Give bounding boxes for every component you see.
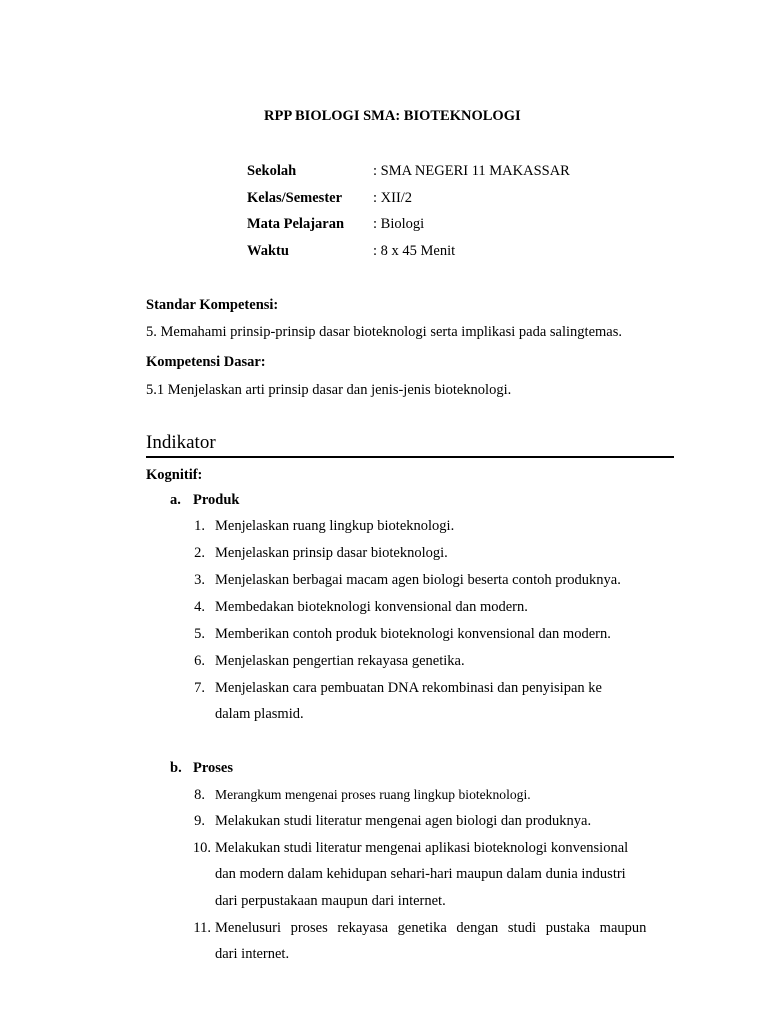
list-item-number: 8.	[194, 787, 205, 803]
info-label-mapel: Mata Pelajaran	[247, 216, 345, 232]
list-item-continuation: dari internet.	[215, 946, 290, 962]
list-item-number: 2.	[194, 545, 205, 561]
section-divider	[146, 456, 674, 458]
info-value-waktu: : 8 x 45 Menit	[373, 243, 456, 259]
info-value-sekolah: : SMA NEGERI 11 MAKASSAR	[373, 163, 570, 179]
list-item-number: 5.	[194, 626, 205, 642]
list-item: Menjelaskan ruang lingkup bioteknologi.	[215, 518, 455, 534]
list-item: Menjelaskan cara pembuatan DNA rekombinasi dan penyisipan ke	[215, 680, 602, 696]
kompetensi-dasar-heading: Kompetensi Dasar:	[146, 354, 266, 370]
list-item: Merangkum mengenai proses ruang lingkup bioteknologi.	[215, 787, 531, 802]
list-item: Menjelaskan prinsip dasar bioteknologi.	[215, 545, 448, 561]
list-item-number: 4.	[194, 599, 205, 615]
list-item-number: 9.	[194, 813, 205, 829]
proses-heading: Proses	[193, 760, 234, 776]
list-item: Menjelaskan berbagai macam agen biologi beserta contoh produknya.	[215, 572, 621, 588]
produk-marker: a.	[170, 492, 181, 508]
standar-kompetensi-text: 5. Memahami prinsip-prinsip dasar bioteknologi serta implikasi pada salingtemas.	[146, 324, 622, 340]
info-value-kelas: : XII/2	[373, 190, 413, 206]
info-value-mapel: : Biologi	[373, 216, 425, 232]
standar-kompetensi-heading: Standar Kompetensi:	[146, 297, 279, 313]
list-item-number: 6.	[194, 653, 205, 669]
list-item-number: 7.	[194, 680, 205, 696]
list-item-number: 10.	[192, 840, 211, 856]
kognitif-heading: Kognitif:	[146, 467, 203, 483]
proses-marker: b.	[170, 760, 182, 776]
produk-heading: Produk	[193, 492, 240, 508]
page-title: RPP BIOLOGI SMA: BIOTEKNOLOGI	[264, 108, 521, 124]
list-item: Menelusuri proses rekayasa genetika dengan studi pustaka maupun	[215, 920, 647, 936]
info-label-waktu: Waktu	[247, 243, 289, 259]
list-item: Memberikan contoh produk bioteknologi konvensional dan modern.	[215, 626, 611, 642]
list-item-continuation: dan modern dalam kehidupan sehari-hari maupun dalam dunia industri	[215, 866, 626, 882]
list-item-number: 1.	[194, 518, 205, 534]
list-item: Melakukan studi literatur mengenai agen biologi dan produknya.	[215, 813, 592, 829]
list-item: Membedakan bioteknologi konvensional dan modern.	[215, 599, 528, 615]
list-item: Menjelaskan pengertian rekayasa genetika.	[215, 653, 465, 669]
info-label-kelas: Kelas/Semester	[247, 190, 343, 206]
list-item-continuation: dalam plasmid.	[215, 706, 304, 722]
indikator-heading: Indikator	[146, 432, 216, 453]
list-item-number: 3.	[194, 572, 205, 588]
list-item: Melakukan studi literatur mengenai aplikasi bioteknologi konvensional	[215, 840, 629, 856]
list-item-continuation: dari perpustakaan maupun dari internet.	[215, 893, 446, 909]
info-label-sekolah: Sekolah	[247, 163, 297, 179]
list-item-number: 11.	[193, 920, 211, 936]
kompetensi-dasar-text: 5.1 Menjelaskan arti prinsip dasar dan jenis-jenis bioteknologi.	[146, 382, 512, 398]
